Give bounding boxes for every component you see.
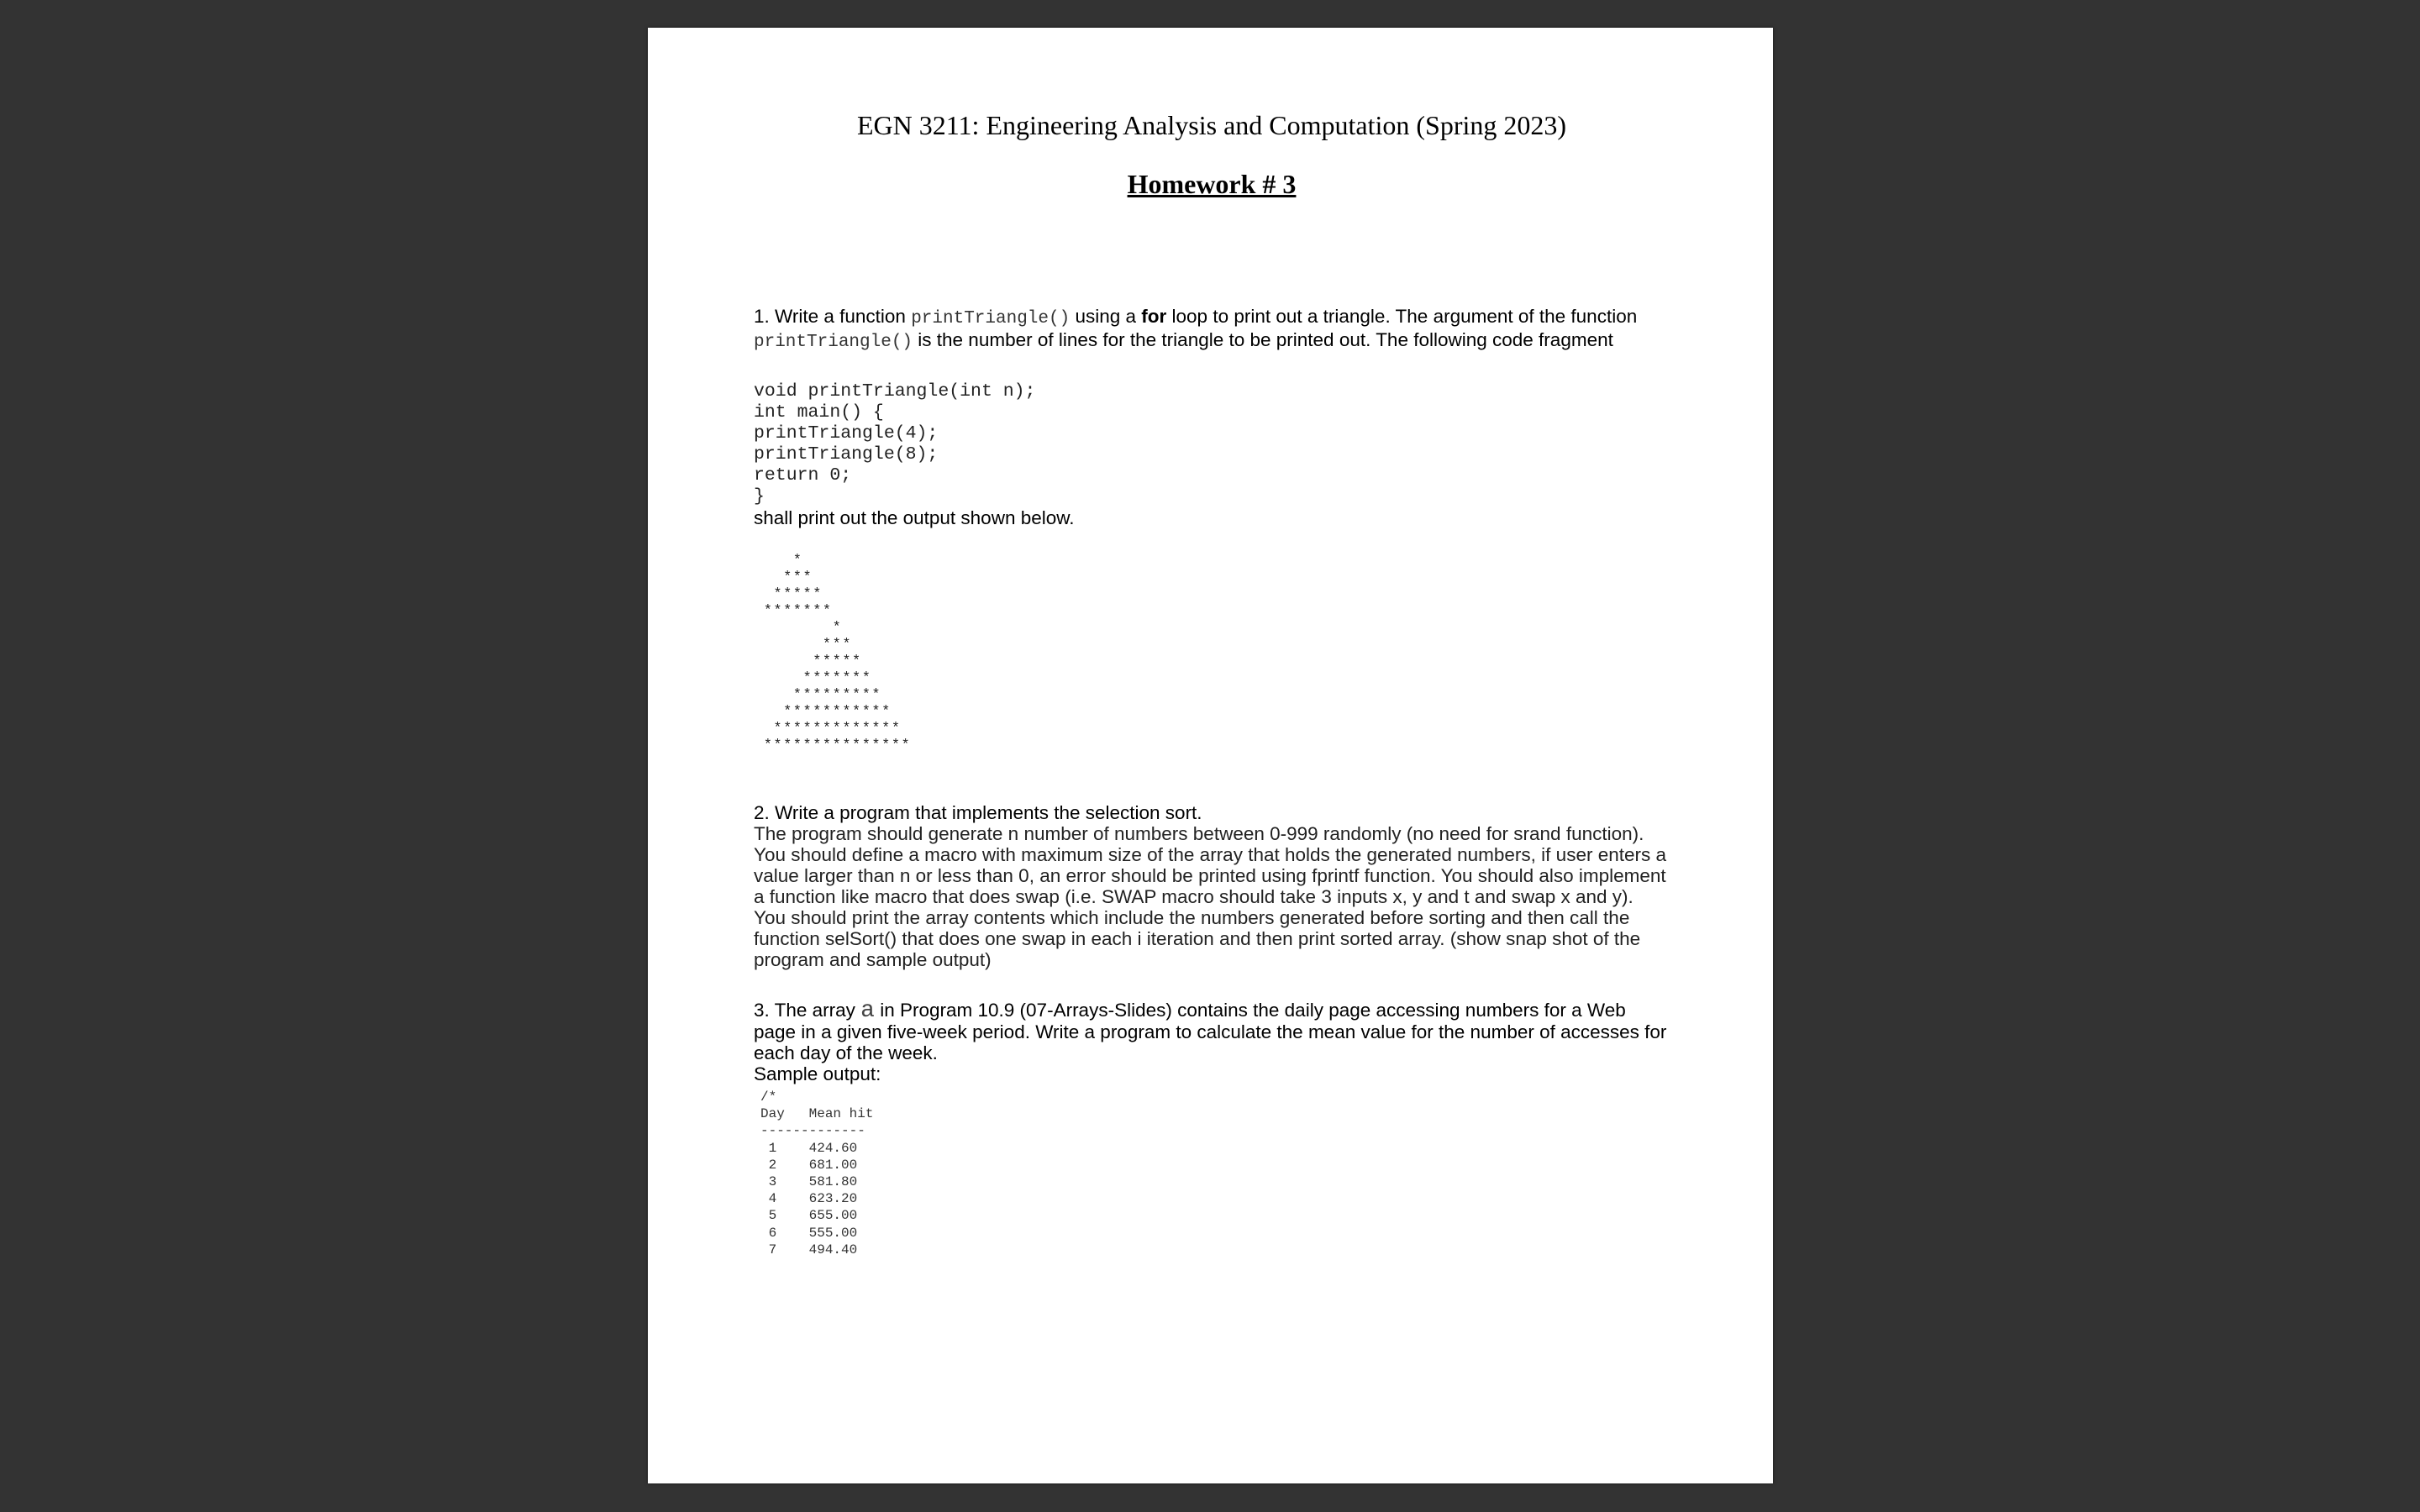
- q1-code-fragment: [754, 381, 1035, 507]
- question-2: [754, 802, 1670, 970]
- q1-function-name: printTriangle(): [911, 309, 1071, 328]
- triangle-line: ***************: [754, 738, 912, 753]
- q3-sample-output: [760, 1089, 873, 1258]
- triangle-line: *: [754, 620, 843, 636]
- triangle-line: *************: [754, 721, 902, 737]
- triangle-line: ***: [754, 637, 853, 653]
- code-line: }: [754, 486, 765, 507]
- code-line: return 0;: [754, 465, 852, 486]
- q1-text-b: using a: [1070, 306, 1142, 327]
- sample-header: Day Mean hit: [760, 1106, 874, 1122]
- triangle-line: *: [754, 553, 803, 569]
- q1-for-keyword: for: [1141, 306, 1167, 327]
- q3-text-b: in Program 10.9 (07-Arrays-Slides) contains the daily page accessing numbers for a Web page in a given five-week period. Write a program to calculate the mean value for the number of accesses for each day of the week.: [754, 1000, 1667, 1063]
- question-2-heading: 2. Write a program that implements the selection sort.: [754, 802, 1202, 823]
- triangle-line: ***********: [754, 704, 892, 720]
- document-title: EGN 3211: Engineering Analysis and Computation (Spring 2023): [856, 110, 1567, 140]
- q1-function-name-2: printTriangle(): [754, 333, 913, 352]
- q1-text-d: is the number of lines for the triangle to be printed out. The following code fragment: [913, 329, 1613, 350]
- sample-row: 1 424.60: [760, 1140, 858, 1156]
- sample-row: 7 494.40: [760, 1242, 858, 1257]
- question-1-text: [754, 306, 1670, 353]
- q1-after-code-text: shall print out the output shown below.: [754, 507, 1075, 528]
- document-page: [648, 28, 1773, 1483]
- question-1: [754, 306, 1670, 353]
- question-2-body: The program should generate n number of numbers between 0-999 randomly (no need for srand function). You should define a macro with maximum size of the array that holds the generated numbers, if user enters a value larger than n or less than 0, an error should be printed using fprintf function. You should also implement a function like macro that does swap (i.e. SWAP macro should take 3 inputs x, y and t and swap x and y). You should print the array contents which include the numbers generated before sorting and then call the function selSort() that does one swap in each i iteration and then print sorted array. (show snap shot of the program and sample output): [754, 823, 1666, 970]
- sample-separator: -------------: [760, 1123, 865, 1139]
- triangle-line: *******: [754, 603, 833, 619]
- sample-row: 2 681.00: [760, 1157, 858, 1173]
- q1-text-a: 1. Write a function: [754, 306, 912, 327]
- sample-row: 3 581.80: [760, 1174, 858, 1190]
- triangle-line: *****: [754, 654, 862, 669]
- sample-comment: /*: [760, 1089, 777, 1105]
- triangle-line: *******: [754, 670, 872, 686]
- triangle-line: ***: [754, 570, 813, 585]
- question-3: [754, 1000, 1670, 1084]
- q3-sample-label: Sample output:: [754, 1063, 881, 1084]
- code-line: printTriangle(4);: [754, 423, 939, 444]
- triangle-line: *****: [754, 586, 823, 602]
- homework-title: Homework # 3: [1127, 169, 1297, 199]
- sample-row: 4 623.20: [760, 1191, 858, 1207]
- q3-array-name: a: [860, 998, 875, 1024]
- q1-text-c: loop to print out a triangle. The argument of the function: [1166, 306, 1638, 327]
- sample-row: 5 655.00: [760, 1208, 858, 1224]
- question-3-text: [754, 1000, 1670, 1063]
- code-line: int main() {: [754, 402, 884, 423]
- q1-triangle-output: [754, 553, 911, 754]
- sample-row: 6 555.00: [760, 1225, 858, 1241]
- triangle-line: *********: [754, 687, 882, 703]
- code-line: printTriangle(8);: [754, 444, 939, 465]
- q3-text-a: 3. The array: [754, 1000, 861, 1021]
- code-line: void printTriangle(int n);: [754, 381, 1036, 402]
